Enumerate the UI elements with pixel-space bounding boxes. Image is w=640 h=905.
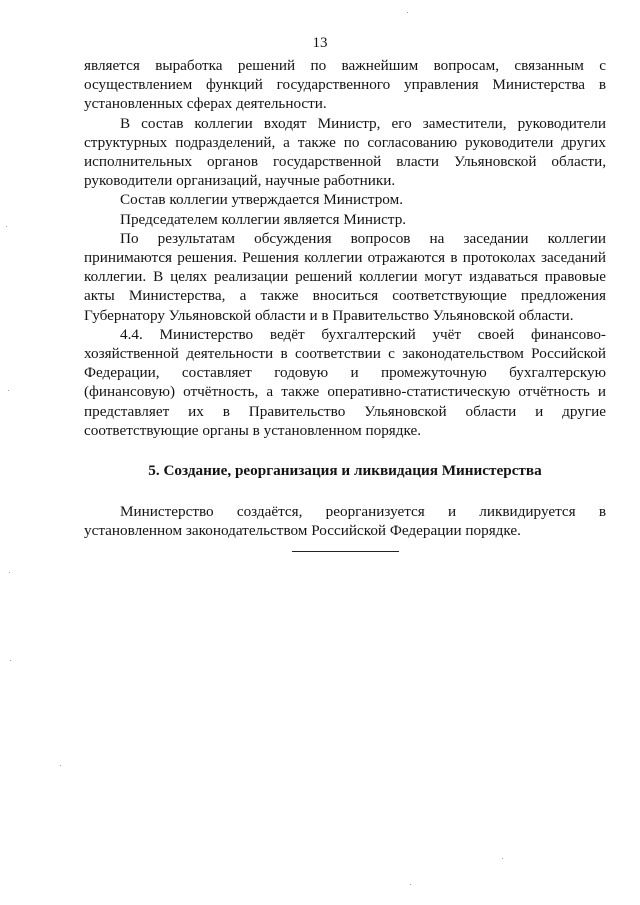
page-number: 13 xyxy=(312,35,328,51)
paragraph-collegium-decisions: По результатам обсуждения вопросов на заседании коллегии принимаются решения. Решения коллегии отражаются в протоколах заседаний коллегии. В целях реализации решений коллегии могут издаваться правовые акты Министерства, а также вноситься соответствующие предложения Губернатору Ульяновской области и в Правительство Ульяновской области. xyxy=(84,229,606,324)
section-heading: 5. Создание, реорганизация и ликвидация Министерства xyxy=(148,462,542,480)
paragraph-collegium-approval: Состав коллегии утверждается Министром. xyxy=(120,191,404,209)
paragraph-accounting: 4.4. Министерство ведёт бухгалтерский учёт своей финансово-хозяйственной деятельности в соответствии с законодательством Российской Федерации, составляет годовую и промежуточную бухгалтерскую (финансовую) отчётность, а также оперативно-статистическую отчётность и представляет их в Правительство Ульяновской области и другие соответствующие органы в установленном порядке. xyxy=(84,325,606,439)
paragraph-continuation: является выработка решений по важнейшим вопросам, связанным с осуществлением функций государственного управления Министерства в установленных сферах деятельности. xyxy=(84,57,606,113)
end-separator-line xyxy=(292,551,399,552)
paragraph-collegium-chair: Председателем коллегии является Министр. xyxy=(120,210,407,228)
document-body xyxy=(84,56,606,541)
paragraph-creation-procedure: Министерство создаётся, реорганизуется и ликвидируется в установленном законодательством Российской Федерации порядке. xyxy=(84,503,606,540)
paragraph-collegium-composition: В состав коллегии входят Министр, его заместители, руководители структурных подразделений, а также по согласованию руководители других исполнительных органов государственной власти Ульяновской области, руководители организаций, научные работники. xyxy=(84,114,606,190)
